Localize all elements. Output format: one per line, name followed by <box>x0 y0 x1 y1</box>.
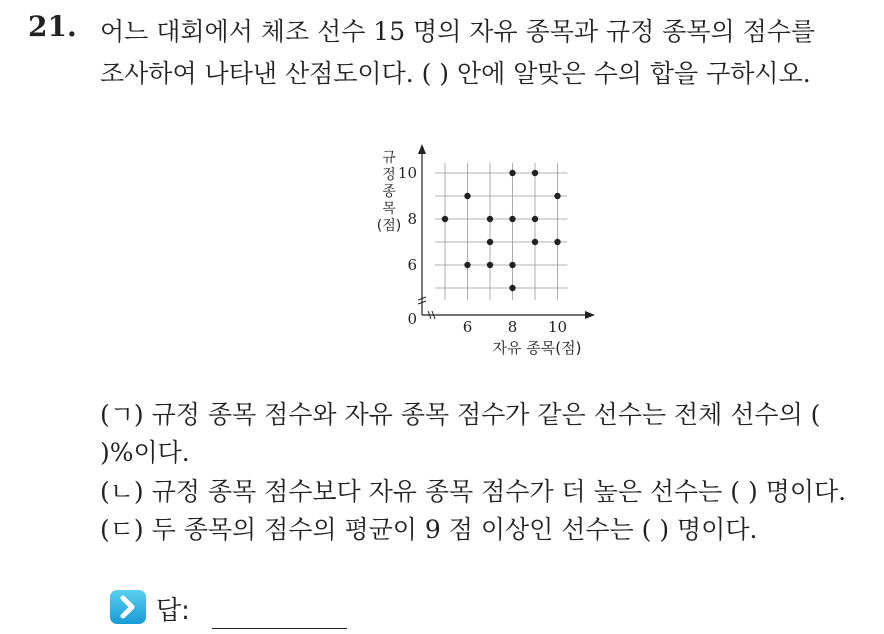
data-point <box>442 216 448 222</box>
data-point <box>509 262 515 268</box>
y-axis-title: 종 <box>382 184 396 200</box>
data-point <box>532 170 538 176</box>
origin-label: 0 <box>407 310 417 328</box>
axis-labels <box>377 150 582 357</box>
question-number: 21. <box>28 10 77 43</box>
data-point <box>509 285 515 291</box>
subquestion-a-line-2: )%이다. <box>100 438 190 467</box>
x-tick-label: 10 <box>547 318 568 336</box>
answer-label: 답: <box>156 596 190 626</box>
data-point <box>509 170 515 176</box>
question-text-line-1: 어느 대회에서 체조 선수 15 명의 자유 종목과 규정 종목의 점수를 <box>100 17 816 46</box>
subquestion-a-line-1: (ㄱ) 규정 종목 점수와 자유 종목 점수가 같은 선수는 전체 선수의 ( <box>100 400 821 429</box>
data-point <box>464 193 470 199</box>
y-axis-arrow <box>418 144 426 154</box>
answer-input-line[interactable] <box>212 628 347 629</box>
scatter-plot <box>355 140 595 365</box>
y-axis-title: 규 <box>382 150 396 166</box>
y-axis-title: 정 <box>382 167 396 183</box>
y-axis-title: (점) <box>376 218 402 234</box>
y-tick-label: 10 <box>397 164 417 182</box>
x-axis-title: 자유 종목(점) <box>492 339 582 357</box>
y-axis-title: 목 <box>382 201 396 217</box>
data-point <box>532 239 538 245</box>
data-point <box>487 216 493 222</box>
y-tick-label: 8 <box>407 210 417 228</box>
data-point <box>464 262 470 268</box>
data-point <box>487 239 493 245</box>
data-point <box>554 239 560 245</box>
data-point <box>554 193 560 199</box>
data-point <box>532 216 538 222</box>
y-tick-label: 6 <box>407 256 417 274</box>
x-axis-arrow <box>585 311 595 319</box>
data-point <box>487 262 493 268</box>
subquestion-c: (ㄷ) 두 종목의 점수의 평균이 9 점 이상인 선수는 ( ) 명이다. <box>100 515 758 544</box>
grid-lines <box>435 163 568 300</box>
x-tick-label: 6 <box>462 318 473 336</box>
subquestion-b: (ㄴ) 규정 종목 점수보다 자유 종목 점수가 더 높은 선수는 ( ) 명이다. <box>100 477 847 506</box>
chevron-right-icon <box>110 590 146 624</box>
axes <box>418 144 595 319</box>
data-points <box>442 170 561 291</box>
x-tick-label: 8 <box>507 318 518 336</box>
question-text-line-2: 조사하여 나타낸 산점도이다. ( ) 안에 알맞은 수의 합을 구하시오. <box>100 59 811 88</box>
data-point <box>509 216 515 222</box>
